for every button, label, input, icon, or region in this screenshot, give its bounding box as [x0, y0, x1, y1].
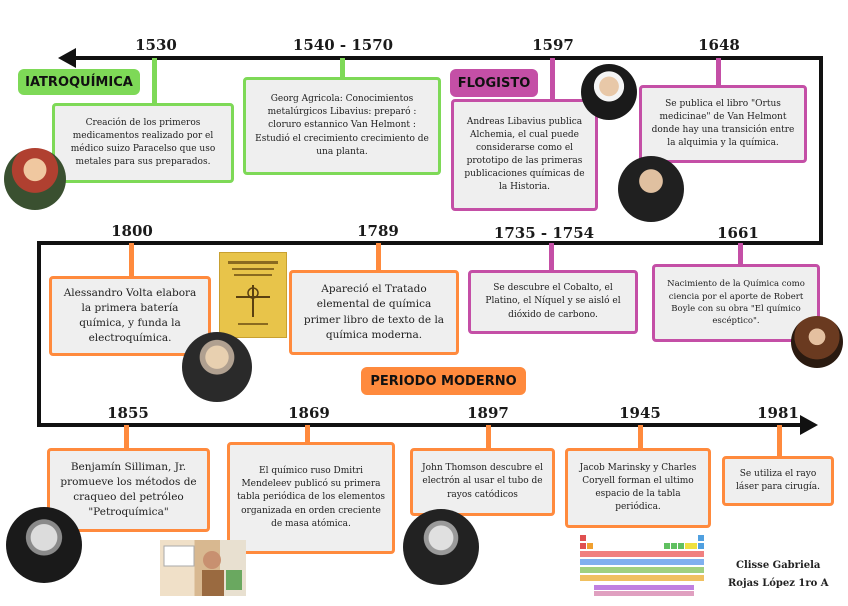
event-card	[52, 103, 234, 183]
year-label: 1855	[107, 404, 149, 422]
event-card	[243, 77, 441, 175]
connector	[152, 58, 157, 104]
book-cover-image	[219, 252, 287, 338]
event-card	[639, 85, 807, 163]
portrait-thomson	[403, 509, 479, 585]
portrait-paracelsus	[4, 148, 66, 210]
connector	[340, 58, 345, 78]
author-group: Rojas López 1ro A	[728, 578, 829, 589]
section-label-periodo-moderno: PERIODO MODERNO	[361, 367, 526, 395]
mendeleev-image	[160, 540, 246, 596]
portrait-van-helmont	[618, 156, 684, 222]
connector	[777, 425, 782, 457]
year-label: 1789	[357, 222, 399, 240]
event-text: Jacob Marinsky y Charles Coryell forman el ultimo espacio de la tabla periódica.	[579, 462, 697, 513]
event-card	[49, 276, 211, 356]
event-card	[722, 456, 834, 506]
year-label: 1869	[288, 404, 330, 422]
connector	[305, 425, 310, 443]
event-card	[227, 442, 395, 554]
event-text: Se descubre el Cobalto, el Platino, el Níquel y se aisló el dióxido de carbono.	[485, 283, 621, 320]
event-text: Apareció el Tratado elemental de química primer libro de texto de la química moderna.	[303, 283, 445, 341]
author-name: Clisse Gabriela	[736, 560, 821, 571]
event-card	[410, 448, 555, 516]
year-label: 1981	[757, 404, 799, 422]
event-text: El químico ruso Dmitri Mendeleev publicó su primera tabla periódica de los elementos organizada en orden creciente de masa atómica.	[236, 466, 385, 529]
event-card	[565, 448, 711, 528]
event-text: Se utiliza el rayo láser para cirugía.	[736, 468, 820, 492]
connector	[549, 243, 554, 271]
periodic-table-image	[580, 535, 704, 597]
event-card	[451, 99, 598, 211]
event-card	[468, 270, 638, 334]
connector	[129, 243, 134, 277]
portrait-libavius	[581, 64, 637, 120]
event-text: Benjamín Silliman, Jr. promueve los métodos de craqueo del petróleo "Petroquímica"	[60, 460, 197, 519]
event-text: Andreas Libavius publica Alchemia, el cual puede considerarse como el prototipo de las primeras publicaciones químicas de la Historia.	[464, 116, 585, 193]
year-label: 1540 - 1570	[292, 36, 394, 54]
connector	[550, 58, 555, 100]
event-text: Alessandro Volta elabora la primera batería química, y funda la electroquímica.	[63, 286, 197, 345]
year-label: 1530	[135, 36, 177, 54]
event-card	[289, 270, 459, 355]
year-label: 1945	[619, 404, 661, 422]
section-label-flogisto: FLOGISTO	[450, 69, 538, 97]
event-text: John Thomson descubre el electrón al usar el tubo de rayos catódicos	[422, 463, 543, 500]
connector	[738, 243, 743, 265]
connector	[638, 425, 643, 449]
year-label: 1661	[717, 224, 759, 242]
year-label: 1597	[532, 36, 574, 54]
arrow-left-icon	[58, 48, 76, 68]
event-text: Nacimiento de la Química como ciencia por el aporte de Robert Boyle con su obra "El químico escéptico".	[667, 279, 805, 327]
connector	[124, 425, 129, 449]
event-text: Georg Agricola: Conocimientos metalúrgicos Libavius: preparó : cloruro estannico Van Helmont : Estudió el crecimiento crecimiento de una planta.	[255, 94, 429, 157]
connector	[716, 58, 721, 86]
event-text: Creación de los primeros medicamentos realizado por el médico suizo Paracelso que uso metales para sus preparados.	[70, 117, 216, 168]
connector	[486, 425, 491, 449]
connector	[376, 243, 381, 271]
year-label: 1735 - 1754	[493, 224, 595, 242]
portrait-volta	[182, 332, 252, 402]
portrait-boyle	[791, 316, 843, 368]
year-label: 1897	[467, 404, 509, 422]
portrait-silliman	[6, 507, 82, 583]
section-label-iatroquimica: IATROQUÍMICA	[18, 69, 140, 95]
event-text: Se publica el libro "Ortus medicinae" de Van Helmont donde hay una transición entre la alquimia y la química.	[651, 98, 795, 149]
year-label: 1800	[111, 222, 153, 240]
year-label: 1648	[698, 36, 740, 54]
